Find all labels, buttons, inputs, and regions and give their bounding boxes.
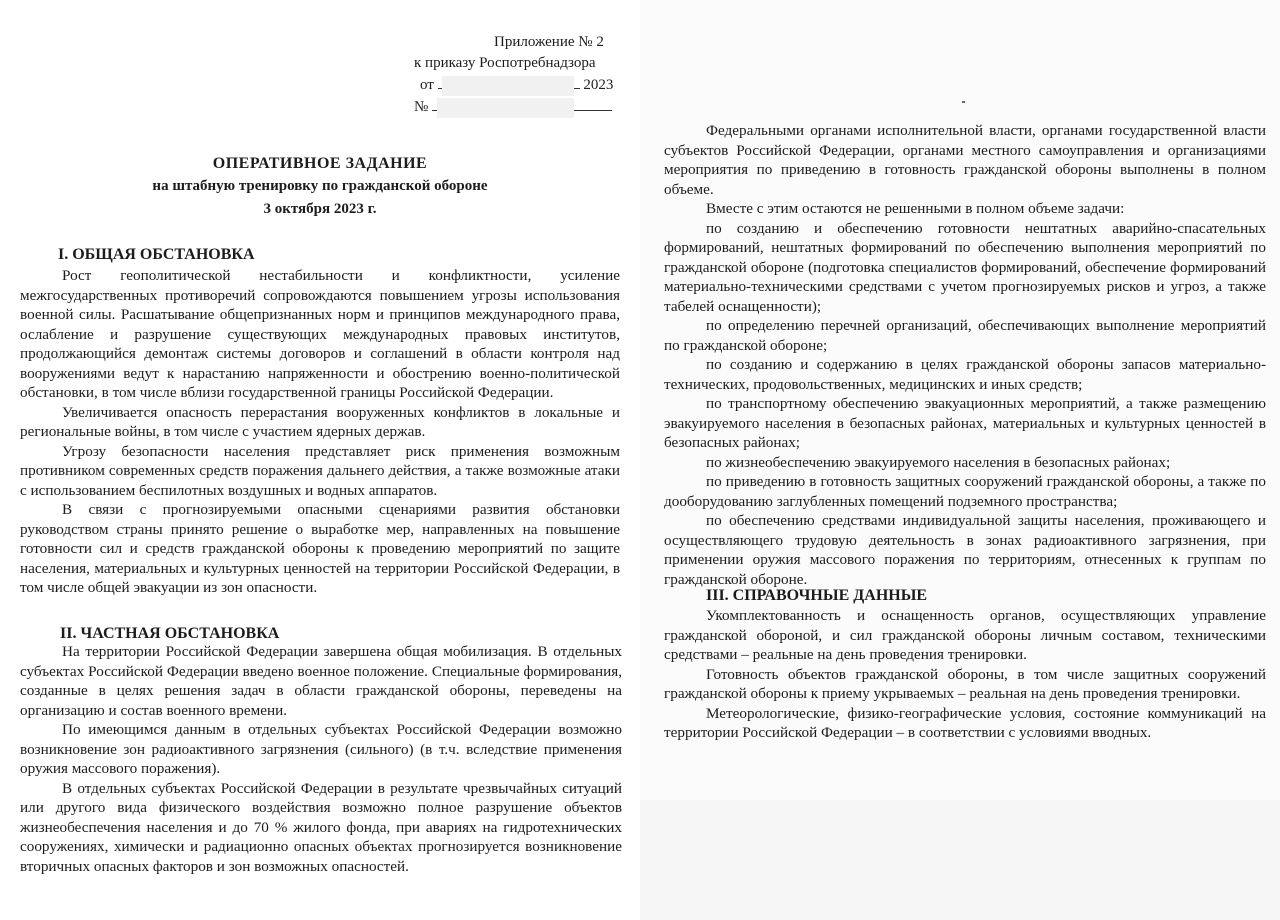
section-2-body <box>20 642 622 876</box>
intro-paragraph: Вместе с этим остаются не решенными в полном объеме задачи: <box>706 200 1125 217</box>
section-1-heading: I. ОБЩАЯ ОБСТАНОВКА <box>58 246 255 263</box>
section-3-body <box>664 606 1266 743</box>
section-3-paragraph: Готовность объектов гражданской обороны, в том числе защитных сооружений гражданской обороны к приему укрываемых – реальная на день проведения тренировки. <box>664 665 1266 702</box>
task-item: по определению перечней организаций, обеспечивающих выполнение мероприятий по гражданской обороне; <box>664 317 1266 354</box>
task-item: по обеспечению средствами индивидуальной защиты населения, проживающего и осуществляющего трудовую деятельность в зонах радиоактивного загрязнения, при применении оружия массового поражения по территориям, отнесенных к группам по гражданской обороне. <box>664 512 1266 588</box>
section-1-paragraph: Увеличивается опасность перерастания вооруженных конфликтов в локальные и региональные войны, в том числе с участием ядерных держав. <box>20 403 620 440</box>
task-item: по жизнеобеспечению эвакуируемого населения в безопасных районах; <box>706 453 1171 471</box>
task-item: по созданию и содержанию в целях гражданской обороны запасов материально-технических, продовольственных, медицинских и иных средств; <box>664 356 1266 393</box>
section-1-paragraph: Угрозу безопасности населения представляет риск применения возможным противником современных средств поражения дальнего действия, а также возможные атаки с использованием беспилотных воздушных и водных аппаратов. <box>20 442 620 499</box>
section-2-paragraph: На территории Российской Федерации завершена общая мобилизация. В отдельных субъектах Российской Федерации введено военное положение. Специальные формирования, созданные в целях решения задач в области гражданской обороны, переведены на организацию и состав военного времени. <box>20 643 622 719</box>
task-item: по транспортному обеспечению эвакуационных мероприятий, а также размещению эвакуируемого населения в безопасных районах, материальных и культурных ценностей в безопасных районах; <box>664 395 1266 451</box>
redacted-date <box>442 76 574 96</box>
section-2-paragraph: По имеющимся данным в отдельных субъектах Российской Федерации возможно возникновение зон радиоактивного загрязнения (сильного) (в т.ч. вследствие применения оружия массового поражения). <box>20 721 622 777</box>
section-2-paragraph: В отдельных субъектах Российской Федерации в результате чрезвычайных ситуаций или другого вида физического воздействия возможно полное разрушение объектов жизнеобеспечения населения и до 70 % жилого фонда, при авариях на гидротехнических сооружениях, химически и радиационно опасных объектах прогнозируется возникновение вторичных опасных факторов и зон возможных опасностей. <box>20 779 622 875</box>
section-3-paragraph: Укомплектованность и оснащенность органов, осуществляющих управление гражданской обороной, и сил гражданской обороны личным составом, техническими средствами – реальные на день проведения тренировки. <box>664 607 1266 663</box>
intro-paragraph: Федеральными органами исполнительной власти, органами государственной власти субъектов Российской Федерации, органами местного самоуправления и организациями мероприятия по приведению в готовность гражданской обороны выполнены в полном объеме. <box>664 122 1266 198</box>
section-1-paragraph: В связи с прогнозируемыми опасными сценариями развития обстановки руководством страны принято решение о выработке мер, направленных на повышение готовности сил и средств гражданской обороны к проведению мероприятий по защите населения, материальных и культурных ценностей на территории Российской Федерации, в том числе общей эвакуации из зон опасности. <box>20 501 620 596</box>
date-prefix: от <box>420 77 434 93</box>
right-intro-body <box>664 121 1266 589</box>
title-line-3: 3 октября 2023 г. <box>263 201 377 217</box>
speck <box>962 101 965 103</box>
section-1-body <box>20 266 620 598</box>
number-prefix: № <box>414 99 429 115</box>
date-year: 2023 <box>583 77 614 93</box>
title-line-2: на штабную тренировку по гражданской обороне <box>152 178 488 194</box>
document-title <box>120 152 520 221</box>
section-3-paragraph: Метеорологические, физико-географические условия, состояние коммуникаций на территории Российской Федерации – в соответствии с условиями вводных. <box>664 704 1266 741</box>
section-1-paragraph: Рост геополитической нестабильности и конфликтности, усиление межгосударственных противоречий сопровождаются повышением угрозы использования военной силы. Расшатывание общепризнанных норм и принципов международного права, ослабление и разрушение существующих международных правовых институтов, продолжающийся демонтаж системы договоров и соглашений в области контроля над вооружениями ведут к нарастанию напряженности и обострению военно-политической обстановки, в том числе вблизи государственной границы Российской Федерации. <box>20 267 620 401</box>
task-item: по приведению в готовность защитных сооружений гражданской обороны, а также по дооборудованию заглубленных помещений подземного пространства; <box>664 473 1266 510</box>
appendix-number: Приложение № 2 <box>494 34 604 50</box>
appendix-order: к приказу Роспотребнадзора <box>414 55 596 71</box>
section-2-heading: II. ЧАСТНАЯ ОБСТАНОВКА <box>60 625 280 642</box>
task-item: по созданию и обеспечению готовности нештатных аварийно-спасательных формирований, нештатных формирований по обеспечению выполнения мероприятий по гражданской обороне (подготовка специалистов формирований, обеспечение формирований материально-техническими средствами с учетом прогнозируемых рисков и угроз, а также табелей оснащенности); <box>664 219 1266 315</box>
section-3-heading: III. СПРАВОЧНЫЕ ДАННЫЕ <box>706 587 928 604</box>
redacted-number <box>437 98 574 118</box>
title-line-1: ОПЕРАТИВНОЕ ЗАДАНИЕ <box>212 155 428 172</box>
